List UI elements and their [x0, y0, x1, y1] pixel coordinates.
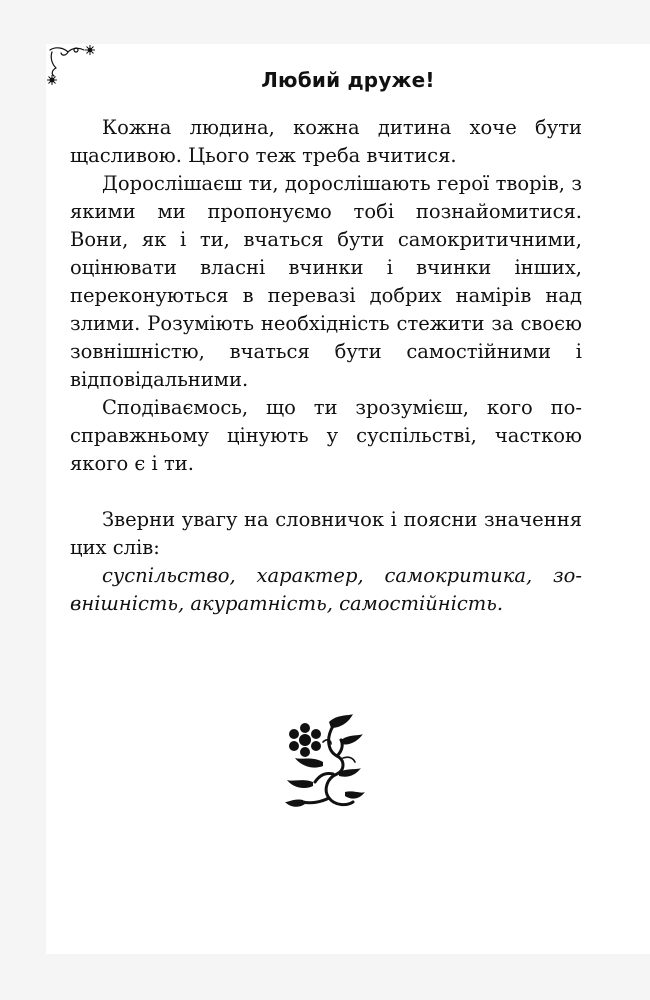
paragraph-3: Сподіваємось, що ти зрозумієш, кого посправжньому цінують у суспільстві, часткою якого є і ти.	[70, 396, 582, 475]
flower-ornament-icon	[283, 712, 367, 812]
page-title: Любий друже!	[261, 68, 435, 92]
vocabulary-words: суспільство, характер, самокритика, зовнішність, акуратність, самостійність.	[70, 564, 582, 615]
paragraph-2: Дорослішаєш ти, дорослішають герої творів, з якими ми пропонуємо тобі познайомитися. Вони, як і ти, вчаться бути самокритичними, оцінювати власні вчинки і вчинки інших, переконуються в перевазі добрих намірів над злими. Розуміють необхідність стежити за своєю зовнішністю, вчаться бути самостійними і відповідальними.	[70, 172, 582, 391]
paragraph-1: Кожна людина, кожна дитина хоче бути щасливою. Цього теж треба вчитися.	[70, 116, 582, 167]
vocabulary-instruction: Зверни увагу на словничок і поясни значення цих слів:	[70, 508, 582, 559]
main-text	[70, 114, 582, 618]
